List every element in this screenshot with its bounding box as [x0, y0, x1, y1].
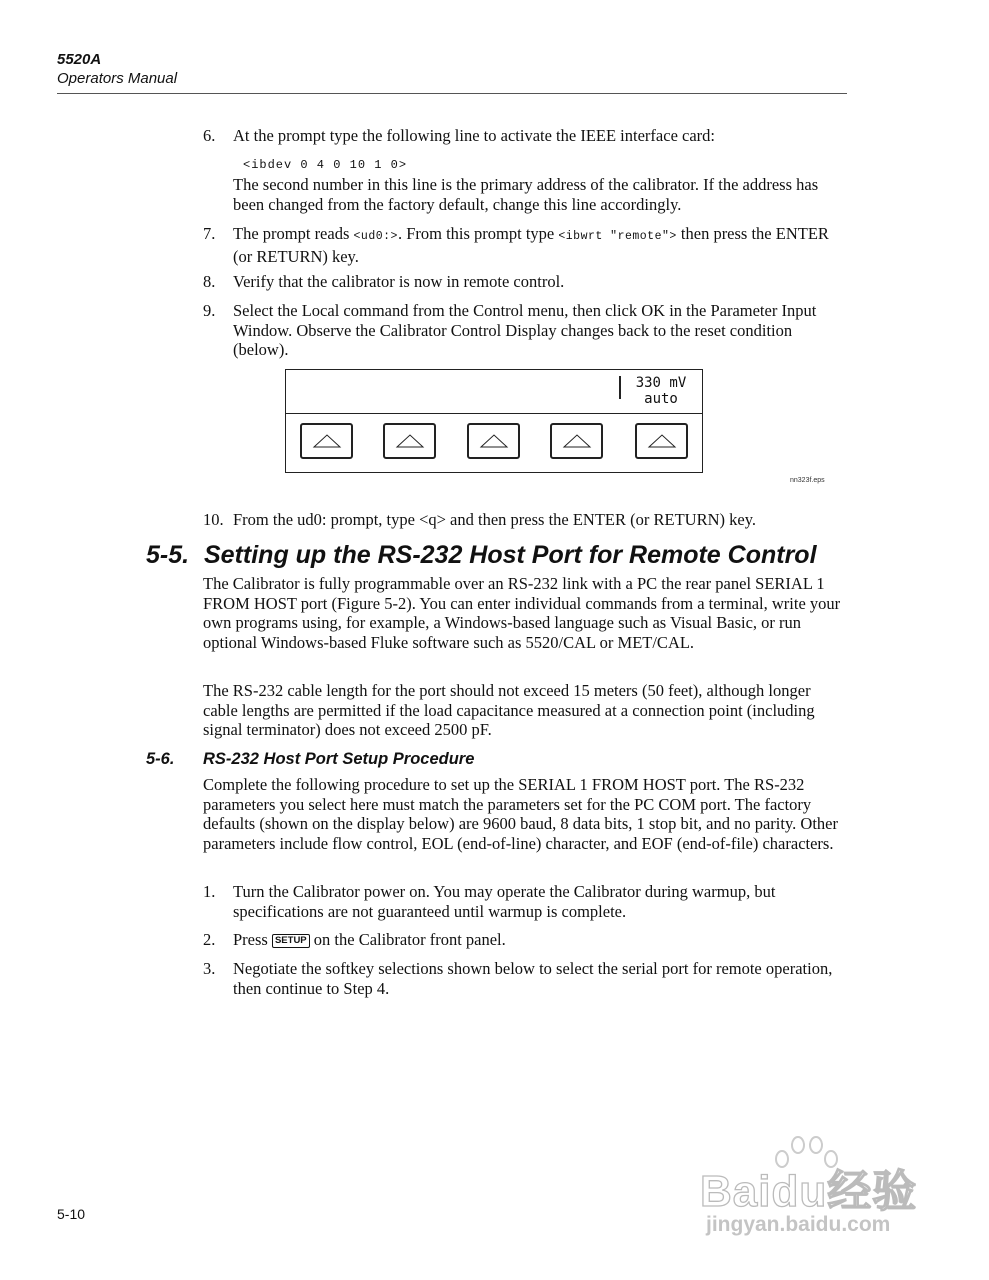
section-title: Setting up the RS-232 Host Port for Remote Control: [204, 541, 817, 569]
softkey-2: [383, 423, 436, 459]
code-line-ibdev: <ibdev 0 4 0 10 1 0>: [243, 158, 408, 172]
step-1: [203, 882, 843, 921]
step-text: Verify that the calibrator is now in remote control.: [233, 272, 565, 291]
softkey-3: [467, 423, 520, 459]
step-number: 1.: [203, 882, 216, 901]
triangle-up-icon: [312, 433, 342, 449]
step-number: 6.: [203, 126, 216, 145]
baidu-watermark: [700, 1135, 940, 1245]
section-heading-5-6: [146, 750, 474, 769]
section-heading-5-5: [146, 541, 817, 570]
step-text: [233, 224, 843, 266]
step-number: 8.: [203, 272, 216, 291]
step-6-continued: [203, 175, 843, 214]
softkey-4: [550, 423, 603, 459]
display-readout: [626, 375, 696, 407]
header-rule: [57, 93, 847, 94]
inline-code: <ibwrt "remote">: [558, 230, 677, 243]
readout-range: auto: [644, 391, 678, 407]
display-separator: [619, 376, 621, 399]
text-run: on the Calibrator front panel.: [309, 930, 506, 949]
softkey-5: [635, 423, 688, 459]
text-run: . From this prompt type: [397, 224, 559, 243]
step-text: At the prompt type the following line to activate the IEEE interface card:: [233, 126, 715, 145]
step-8: [203, 272, 843, 292]
figure-caption: nn323f.eps: [790, 477, 825, 484]
header-title: Operators Manual: [57, 70, 178, 87]
inline-code: <ud0:>: [353, 230, 398, 243]
display-screen: [286, 370, 702, 414]
watermark-url: jingyan.baidu.com: [706, 1213, 891, 1236]
softkey-1: [300, 423, 353, 459]
step-text: From the ud0: prompt, type <q> and then press the ENTER (or RETURN) key.: [233, 510, 756, 529]
step-text: Negotiate the softkey selections shown below to select the serial port for remote operation, then continue to Step 4.: [233, 959, 833, 998]
triangle-up-icon: [395, 433, 425, 449]
step-7: [203, 224, 843, 266]
section-title: RS-232 Host Port Setup Procedure: [203, 750, 475, 768]
calibrator-display-figure: [285, 369, 703, 473]
step-number: 10.: [203, 510, 224, 529]
step-9: [203, 301, 843, 360]
triangle-up-icon: [647, 433, 677, 449]
step-number: 7.: [203, 224, 216, 243]
step-text: Turn the Calibrator power on. You may operate the Calibrator during warmup, but specifications are not guaranteed until warmup is complete.: [233, 882, 776, 921]
step-text: The second number in this line is the primary address of the calibrator. If the address has been changed from the factory default, change this line accordingly.: [233, 175, 819, 214]
step-number: 3.: [203, 959, 216, 978]
paragraph: The RS-232 cable length for the port should not exceed 15 meters (50 feet), although longer cable lengths are permitted if the load capacitance measured at a connection point (including signal terminator) does not exceed 2500 pF.: [203, 681, 815, 739]
page-number: 5-10: [57, 1206, 86, 1222]
text-run: then press the ENTER (or RETURN) key.: [233, 224, 829, 266]
triangle-up-icon: [479, 433, 509, 449]
section-number: 5-5.: [146, 541, 190, 569]
step-text: Select the Local command from the Control menu, then click OK in the Parameter Input Window. Observe the Calibrator Control Display changes back to the reset condition (below).: [233, 301, 817, 359]
paragraph: The Calibrator is fully programmable over an RS-232 link with a PC the rear panel SERIAL 1 FROM HOST port (Figure 5-2). You can enter individual commands from a terminal, write your own programs using, for example, a Windows-based language such as Visual Basic, or run optional Windows-based Fluke software such as 5520/CAL or MET/CAL.: [203, 574, 841, 652]
step-number: 9.: [203, 301, 216, 320]
setup-key-icon: SETUP: [272, 934, 310, 948]
readout-value: 330 mV: [635, 375, 687, 391]
step-text: [233, 930, 843, 950]
text-run: The prompt reads: [233, 224, 354, 243]
step-number: 2.: [203, 930, 216, 949]
step-3: [203, 959, 843, 998]
triangle-up-icon: [562, 433, 592, 449]
watermark-logo: Baidu经验: [700, 1167, 918, 1216]
section-number: 5-6.: [146, 750, 175, 768]
step-10: [203, 510, 843, 530]
running-header: [57, 50, 177, 88]
text-run: Press: [233, 930, 272, 949]
step-6: [203, 126, 843, 146]
paragraph: Complete the following procedure to set up the SERIAL 1 FROM HOST port. The RS-232 parameters you select here must match the parameters set for the PC COM port. The factory defaults (shown on the display below) are 9600 baud, 8 data bits, 1 stop bit, and no parity. Other parameters include flow control, EOL (end-of-line) character, and EOF (end-of-file) characters.: [203, 775, 838, 853]
header-model: 5520A: [57, 51, 102, 68]
step-2: [203, 930, 843, 950]
